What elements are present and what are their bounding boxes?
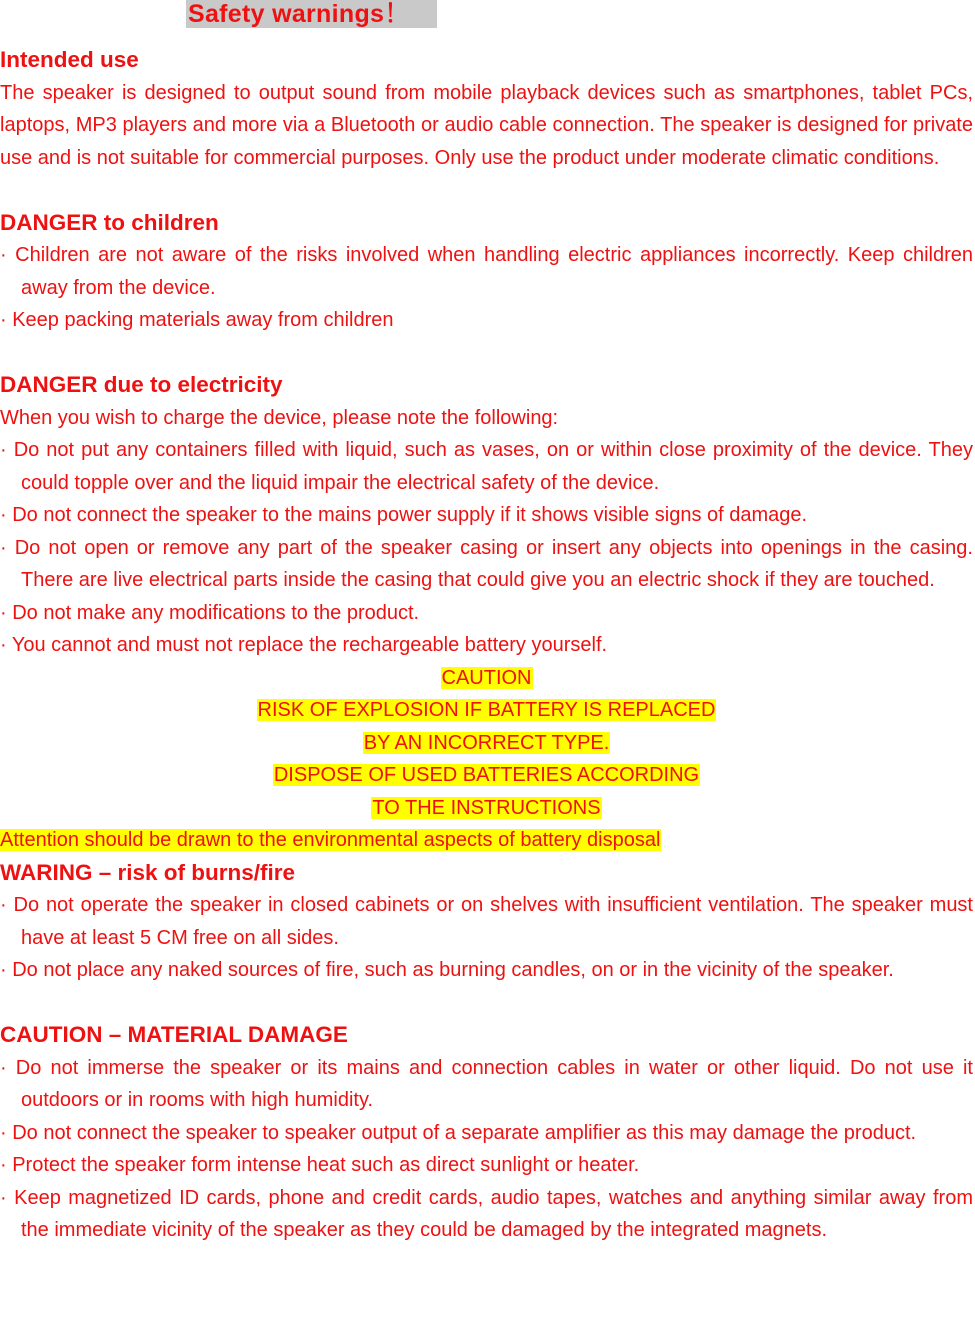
list-item: · You cannot and must not replace the rechargeable battery yourself. <box>0 634 608 656</box>
spacer <box>0 174 973 207</box>
list-item: · Do not make any modifications to the product. <box>0 601 420 624</box>
intended-use-text: The speaker is designed to output sound from mobile playback devices such as smartphones, tablet PCs, laptops, MP3 players and more via a Bluetooth or audio cable connection. The speaker is designed for private use and is not suitable for commercial purposes. Only use the product under moderate climatic conditions. <box>0 81 973 169</box>
material-damage-section <box>0 1019 973 1247</box>
attention-line <box>0 824 973 857</box>
caution-line <box>0 759 973 792</box>
danger-electricity-intro: When you wish to charge the device, please note the following: <box>0 406 559 429</box>
list-item: · Do not connect the speaker to speaker output of a separate amplifier as this may damage the product. <box>0 1121 917 1144</box>
list-item: · Do not open or remove any part of the speaker casing or insert any objects into openings in the casing. There are live electrical parts inside the casing that could give you an electric shock if they are touched. <box>0 536 973 591</box>
caution-line-text: BY AN INCORRECT TYPE. <box>363 731 610 754</box>
battery-caution-block <box>0 662 973 857</box>
danger-children-heading: DANGER to children <box>0 209 219 235</box>
intended-use-section <box>0 44 973 174</box>
spacer <box>0 987 973 1020</box>
danger-electricity-section <box>0 369 973 662</box>
list-item: · Do not put any containers filled with liquid, such as vases, on or within close proximity of the device. They could topple over and the liquid impair the electrical safety of the device. <box>0 439 973 494</box>
list-item: · Do not operate the speaker in closed cabinets or on shelves with insufficient ventilation. The speaker must have at least 5 CM free on all sides. <box>0 894 973 949</box>
attention-text: Attention should be drawn to the environmental aspects of battery disposal <box>0 829 661 851</box>
title-row <box>0 0 973 28</box>
list-item: · Keep packing materials away from children <box>0 309 394 331</box>
spacer <box>0 337 973 370</box>
page-title: Safety warnings！ <box>186 0 437 28</box>
caution-line-text: TO THE INSTRUCTIONS <box>372 796 601 819</box>
caution-line <box>0 694 973 727</box>
list-item: · Protect the speaker form intense heat such as direct sunlight or heater. <box>0 1154 640 1176</box>
caution-line <box>0 792 973 825</box>
caution-line <box>0 727 973 760</box>
danger-electricity-heading: DANGER due to electricity <box>0 372 283 397</box>
intended-use-heading: Intended use <box>0 47 139 72</box>
list-item: · Keep magnetized ID cards, phone and credit cards, audio tapes, watches and anything similar away from the immediate vicinity of the speaker as they could be damaged by the integrated magnets. <box>0 1186 973 1241</box>
burns-fire-heading: WARING – risk of burns/fire <box>0 859 296 885</box>
burns-fire-section <box>0 857 973 987</box>
danger-children-section <box>0 207 973 337</box>
list-item: · Do not immerse the speaker or its mains and connection cables in water or other liquid. Do not use it outdoors or in rooms with high humidity. <box>0 1056 973 1111</box>
caution-line <box>0 662 973 695</box>
material-damage-heading: CAUTION – MATERIAL DAMAGE <box>0 1022 348 1047</box>
list-item: · Children are not aware of the risks involved when handling electric appliances incorrectly. Keep children away from the device. <box>0 244 973 299</box>
list-item: · Do not place any naked sources of fire, such as burning candles, on or in the vicinity of the speaker. <box>0 959 894 981</box>
caution-line-text: CAUTION <box>441 666 532 689</box>
caution-line-text: RISK OF EXPLOSION IF BATTERY IS REPLACED <box>257 699 716 721</box>
caution-line-text: DISPOSE OF USED BATTERIES ACCORDING <box>273 764 700 786</box>
list-item: · Do not connect the speaker to the mains power supply if it shows visible signs of damage. <box>0 504 808 526</box>
